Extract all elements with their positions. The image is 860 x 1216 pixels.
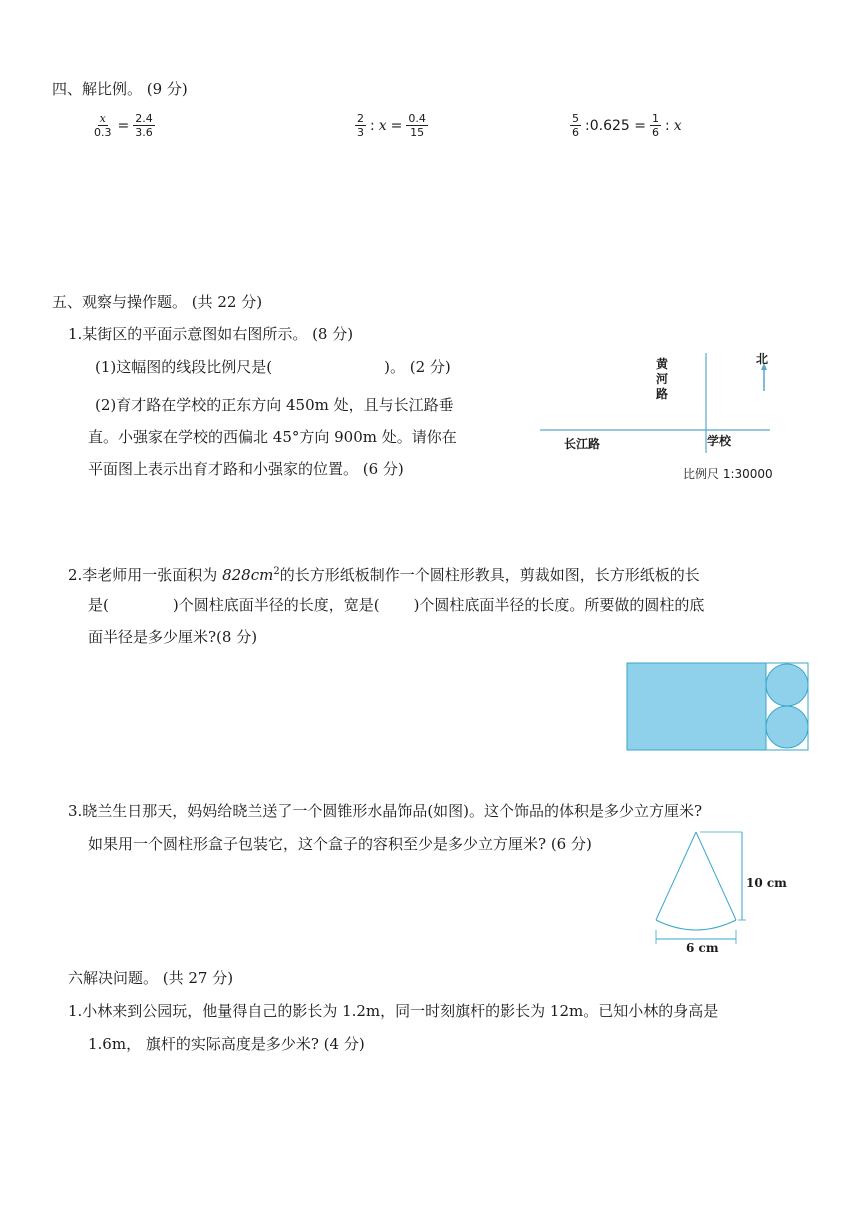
q5-1-sub2-line1: (2)育才路在学校的正东方向 450m 处，且与长江路垂 (95, 396, 454, 414)
eq3-right-den: 6 (651, 126, 659, 139)
equation-3 (570, 112, 682, 139)
huanghe-road-label (656, 357, 670, 402)
q5-1-sub1 (95, 352, 451, 382)
q6-1-line2: 1.6m， 旗杆的实际高度是多少米? (4 分) (88, 1035, 365, 1053)
eq3-right-fraction (650, 112, 661, 139)
cone-base-arc (656, 920, 736, 930)
base-circle-bottom (766, 706, 808, 748)
eq1-equals: = (117, 117, 130, 134)
road-char-2: 河 (656, 372, 669, 386)
eq2-left-den: 3 (357, 126, 364, 139)
eq2-right-den: 15 (410, 126, 425, 139)
area-value: 828 (222, 566, 251, 584)
q6-1-line1: 1.小林来到公园玩，他量得自己的影长为 1.2m，同一时刻旗杆的影长为 12m。已知小林的身高是 (68, 1002, 719, 1020)
eq2-x: x (378, 117, 387, 134)
eq3-colon: : (664, 117, 670, 134)
q5-2-line2-a: 是( (88, 596, 109, 614)
equation-1 (92, 112, 155, 139)
eq2-colon: : (370, 117, 375, 134)
eq3-middle: :0.625 = (585, 117, 646, 134)
cone-left-edge (656, 832, 696, 920)
q5-3-line1: 3.晓兰生日那天，妈妈给晓兰送了一个圆锥形水晶饰品(如图)。这个饰品的体积是多少立方厘米? (68, 802, 703, 820)
q5-2-line1-b: 的长方形纸板制作一个圆柱形教具，剪裁如图，长方形纸板的长 (279, 566, 700, 584)
eq1-right-den: 3.6 (135, 126, 153, 139)
area-exponent: 2 (273, 566, 280, 577)
cone-figure (650, 826, 790, 960)
eq1-right-num: 2.4 (135, 112, 153, 125)
cone-right-edge (696, 832, 736, 920)
cone-drawing (650, 826, 790, 960)
equation-2 (355, 112, 428, 139)
north-label: 北 (756, 352, 769, 366)
eq1-left-den: 0.3 (94, 126, 112, 139)
street-map-figure (540, 345, 800, 485)
section6-heading: 六解决问题。 (共 27 分) (68, 969, 234, 987)
scale-label: 比例尺 1:30000 (683, 467, 773, 481)
eq2-left-num: 2 (357, 112, 364, 125)
height-label: 10 cm (746, 876, 787, 890)
base-circle-top (766, 664, 808, 706)
eq2-right-fraction (406, 112, 428, 139)
q5-1-title: 1.某街区的平面示意图如右图所示。 (8 分) (68, 325, 354, 343)
eq2-equals: = (390, 117, 403, 134)
eq1-right-fraction (133, 112, 155, 139)
changjiang-road-label: 长江路 (564, 437, 601, 451)
q5-2-line2-c: )个圆柱底面半径的长度。所要做的圆柱的底 (413, 596, 705, 614)
eq2-right-num: 0.4 (408, 112, 426, 125)
base-label: 6 cm (686, 941, 719, 955)
area-unit: cm (250, 566, 274, 584)
eq2-left-fraction (355, 112, 366, 139)
section5-heading: 五、观察与操作题。 (共 22 分) (52, 293, 263, 311)
q5-2-line2-b: )个圆柱底面半径的长度，宽是( (172, 596, 380, 614)
road-char-3: 路 (656, 387, 669, 401)
eq3-left-num: 5 (572, 112, 579, 125)
road-char-1: 黄 (656, 357, 669, 371)
q5-2-line3: 面半径是多少厘米?(8 分) (88, 628, 258, 646)
q5-2-line1 (68, 557, 700, 590)
q5-1-sub1-b: )。 (2 分) (384, 358, 451, 376)
eq3-left-fraction (570, 112, 581, 139)
school-label: 学校 (707, 434, 732, 448)
eq3-right-num: 1 (651, 112, 659, 125)
eq3-x: x (673, 117, 682, 134)
eq3-left-den: 6 (572, 126, 579, 139)
eq1-left-num: x (99, 112, 106, 125)
cardboard-figure (626, 662, 810, 752)
q5-2-line2 (88, 590, 704, 620)
q5-2-line1-a: 2.李老师用一张面积为 (68, 566, 223, 584)
q5-1-sub2-line3: 平面图上表示出育才路和小强家的位置。 (6 分) (88, 460, 404, 478)
q5-3-line2: 如果用一个圆柱形盒子包装它，这个盒子的容积至少是多少立方厘米? (6 分) (88, 835, 592, 853)
section4-heading: 四、解比例。 (9 分) (52, 80, 188, 98)
eq1-left-fraction (92, 112, 114, 139)
q5-1-sub2-line2: 直。小强家在学校的西偏北 45°方向 900m 处。请你在 (88, 428, 457, 446)
q5-1-sub1-a: (1)这幅图的线段比例尺是( (95, 358, 273, 376)
